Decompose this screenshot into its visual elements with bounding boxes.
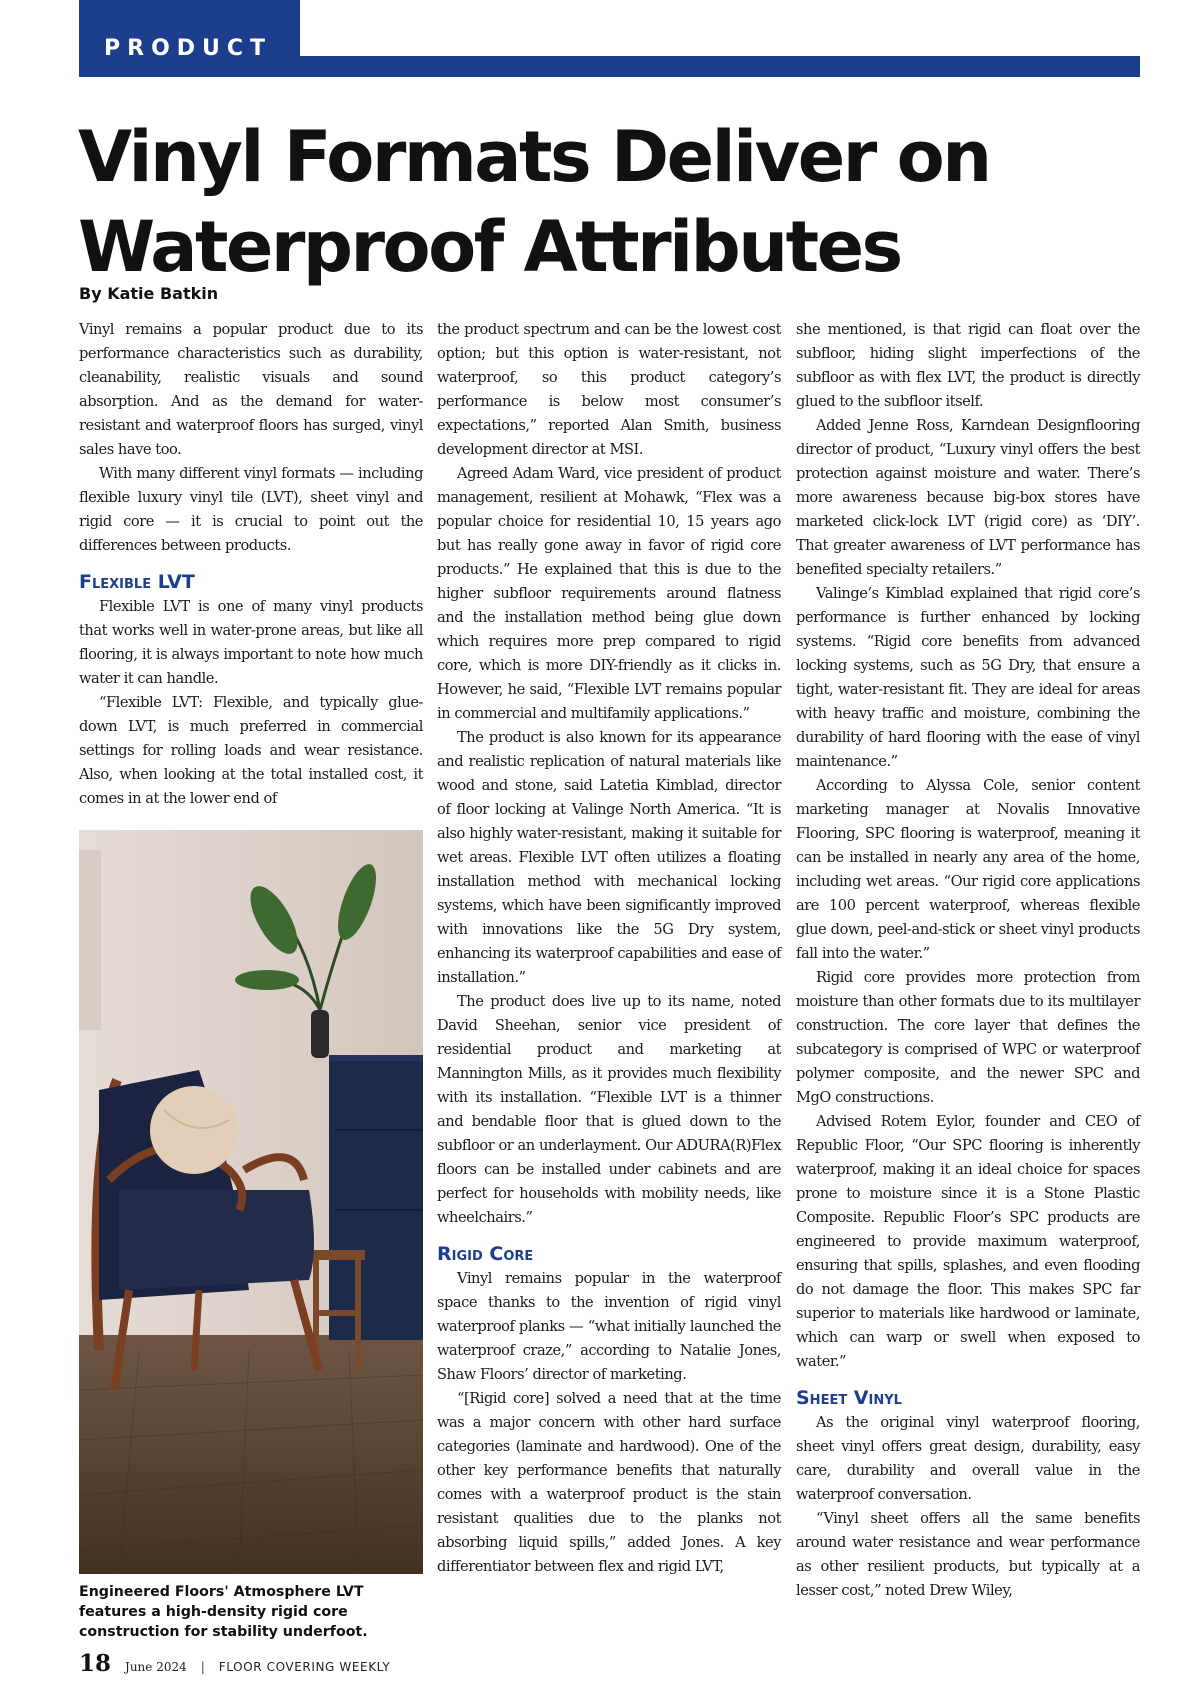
paragraph: “Flexible LVT: Flexible, and typically glue-down LVT, is much preferred in commercial settings for rolling loads and wear resistance. Also, when looking at the total installed cost, it comes in at the lower end of [79, 694, 423, 807]
photo-caption: Engineered Floors' Atmosphere LVT features a high-density rigid core construction for stability underfoot. [79, 1584, 368, 1640]
paragraph: Vinyl remains popular in the waterproof space thanks to the invention of rigid vinyl waterproof planks — “what initially launched the waterproof craze,” according to Natalie Jones, Shaw Floors’ director of marketing. [437, 1270, 781, 1383]
article-column-3 [796, 318, 1140, 1603]
footer-separator: | [200, 1660, 205, 1674]
page-footer [79, 1650, 390, 1680]
paragraph: As the original vinyl waterproof flooring, sheet vinyl offers great design, durability, easy care, durability and overall value in the waterproof conversation. [796, 1414, 1140, 1503]
paragraph: Rigid core provides more protection from moisture than other formats due to its multilayer construction. The core layer that defines the subcategory is comprised of WPC or waterproof polymer composite, and the newer SPC and MgO constructions. [796, 969, 1140, 1106]
living-room-illustration [79, 830, 423, 1574]
article-headline: Vinyl Formats Deliver on Waterproof Attributes [78, 116, 990, 288]
article-column-1 [79, 318, 423, 811]
paragraph: she mentioned, is that rigid can float over the subfloor, hiding slight imperfections of the subfloor as with flex LVT, the product is directly glued to the subfloor itself. [796, 321, 1140, 410]
paragraph: With many different vinyl formats — including flexible luxury vinyl tile (LVT), sheet vinyl and rigid core — it is crucial to point out the differences between products. [79, 465, 423, 554]
paragraph: Valinge’s Kimblad explained that rigid core’s performance is further enhanced by locking systems. “Rigid core benefits from advanced locking systems, such as 5G Dry, that ensure a tight, water-resistant fit. They are ideal for areas with heavy traffic and moisture, combining the durability of hard flooring with the ease of vinyl maintenance.” [796, 585, 1140, 770]
subhead-flexible-lvt: Flexible LVT [79, 571, 195, 593]
paragraph: Agreed Adam Ward, vice president of product management, resilient at Mohawk, “Flex was a popular choice for residential 10, 15 years ago but has really gone away in favor of rigid core products.” He explained that this is due to the higher subfloor requirements around flatness and the installation method being glue down which requires more prep compared to rigid core, which is more DIY-friendly as it clicks in. However, he said, “Flexible LVT remains popular in commercial and multifamily applications.” [437, 465, 781, 722]
paragraph: The product is also known for its appearance and realistic replication of natural materials like wood and stone, said Latetia Kimblad, director of floor locking at Valinge North America. “It is also highly water-resistant, making it suitable for wet areas. Flexible LVT often utilizes a floating installation method with mechanical locking systems, which have been significantly improved with innovations like the 5G Dry system, enhancing its waterproof capabilities and ease of installation.” [437, 729, 781, 986]
issue-date: June 2024 [125, 1660, 187, 1674]
page-number: 18 [79, 1650, 112, 1677]
paragraph: “[Rigid core] solved a need that at the time was a major concern with other hard surface categories (laminate and hardwood). One of the other key performance benefits that naturally comes with a waterproof product is the stain resistant qualities due to the planks not absorbing liquid spills,” added Jones. A key differentiator between flex and rigid LVT, [437, 1390, 781, 1575]
paragraph: Added Jenne Ross, Karndean Designflooring director of product, “Luxury vinyl offers the best protection against moisture and water. There’s more awareness because big-box stores have marketed click-lock LVT (rigid core) as ‘DIY’. That greater awareness of LVT performance has benefited specialty retailers.” [796, 417, 1140, 578]
paragraph: “Vinyl sheet offers all the same benefits around water resistance and wear performance as other resilient products, but typically at a lesser cost,” noted Drew Wiley, [796, 1510, 1140, 1599]
paragraph: Flexible LVT is one of many vinyl products that works well in water-prone areas, but like all flooring, it is always important to note how much water it can handle. [79, 598, 423, 687]
product-photo [79, 830, 423, 1574]
subhead-rigid-core: Rigid Core [437, 1243, 534, 1265]
article-column-2 [437, 318, 781, 1579]
subhead-sheet-vinyl: Sheet Vinyl [796, 1387, 902, 1409]
publication-name: FLOOR COVERING WEEKLY [218, 1660, 391, 1674]
paragraph: Vinyl remains a popular product due to its performance characteristics such as durability, cleanability, realistic visuals and sound absorption. And as the demand for water-resistant and waterproof floors has surged, vinyl sales have too. [79, 321, 423, 458]
paragraph: According to Alyssa Cole, senior content marketing manager at Novalis Innovative Flooring, SPC flooring is waterproof, meaning it can be installed in nearly any area of the home, including wet areas. “Our rigid core applications are 100 percent waterproof, whereas flexible glue down, peel-and-stick or sheet vinyl products fall into the water.” [796, 777, 1140, 962]
paragraph: The product does live up to its name, noted David Sheehan, senior vice president of residential product and marketing at Mannington Mills, as it provides much flexibility with its installation. “Flexible LVT is a thinner and bendable floor that is glued down to the subfloor or an underlayment. Our ADURA(R)Flex floors can be installed under cabinets and are perfect for households with mobility needs, like wheelchairs.” [437, 993, 781, 1226]
article-byline: By Katie Batkin [79, 284, 219, 303]
paragraph: Advised Rotem Eylor, founder and CEO of Republic Floor, “Our SPC flooring is inherently waterproof, making it an ideal choice for spaces prone to moisture since it is a Stone Plastic Composite. Republic Floor’s SPC products are engineered to provide maximum waterproof, ensuring that spills, splashes, and even flooding do not damage the floor. This makes SPC far superior to materials like hardwood or laminate, which can warp or swell when exposed to water.” [796, 1113, 1140, 1370]
paragraph: the product spectrum and can be the lowest cost option; but this option is water-resistant, not waterproof, so this product category’s performance is below most consumer’s expectations,” reported Alan Smith, business development director at MSI. [437, 321, 781, 458]
section-label: PRODUCT [104, 36, 273, 61]
